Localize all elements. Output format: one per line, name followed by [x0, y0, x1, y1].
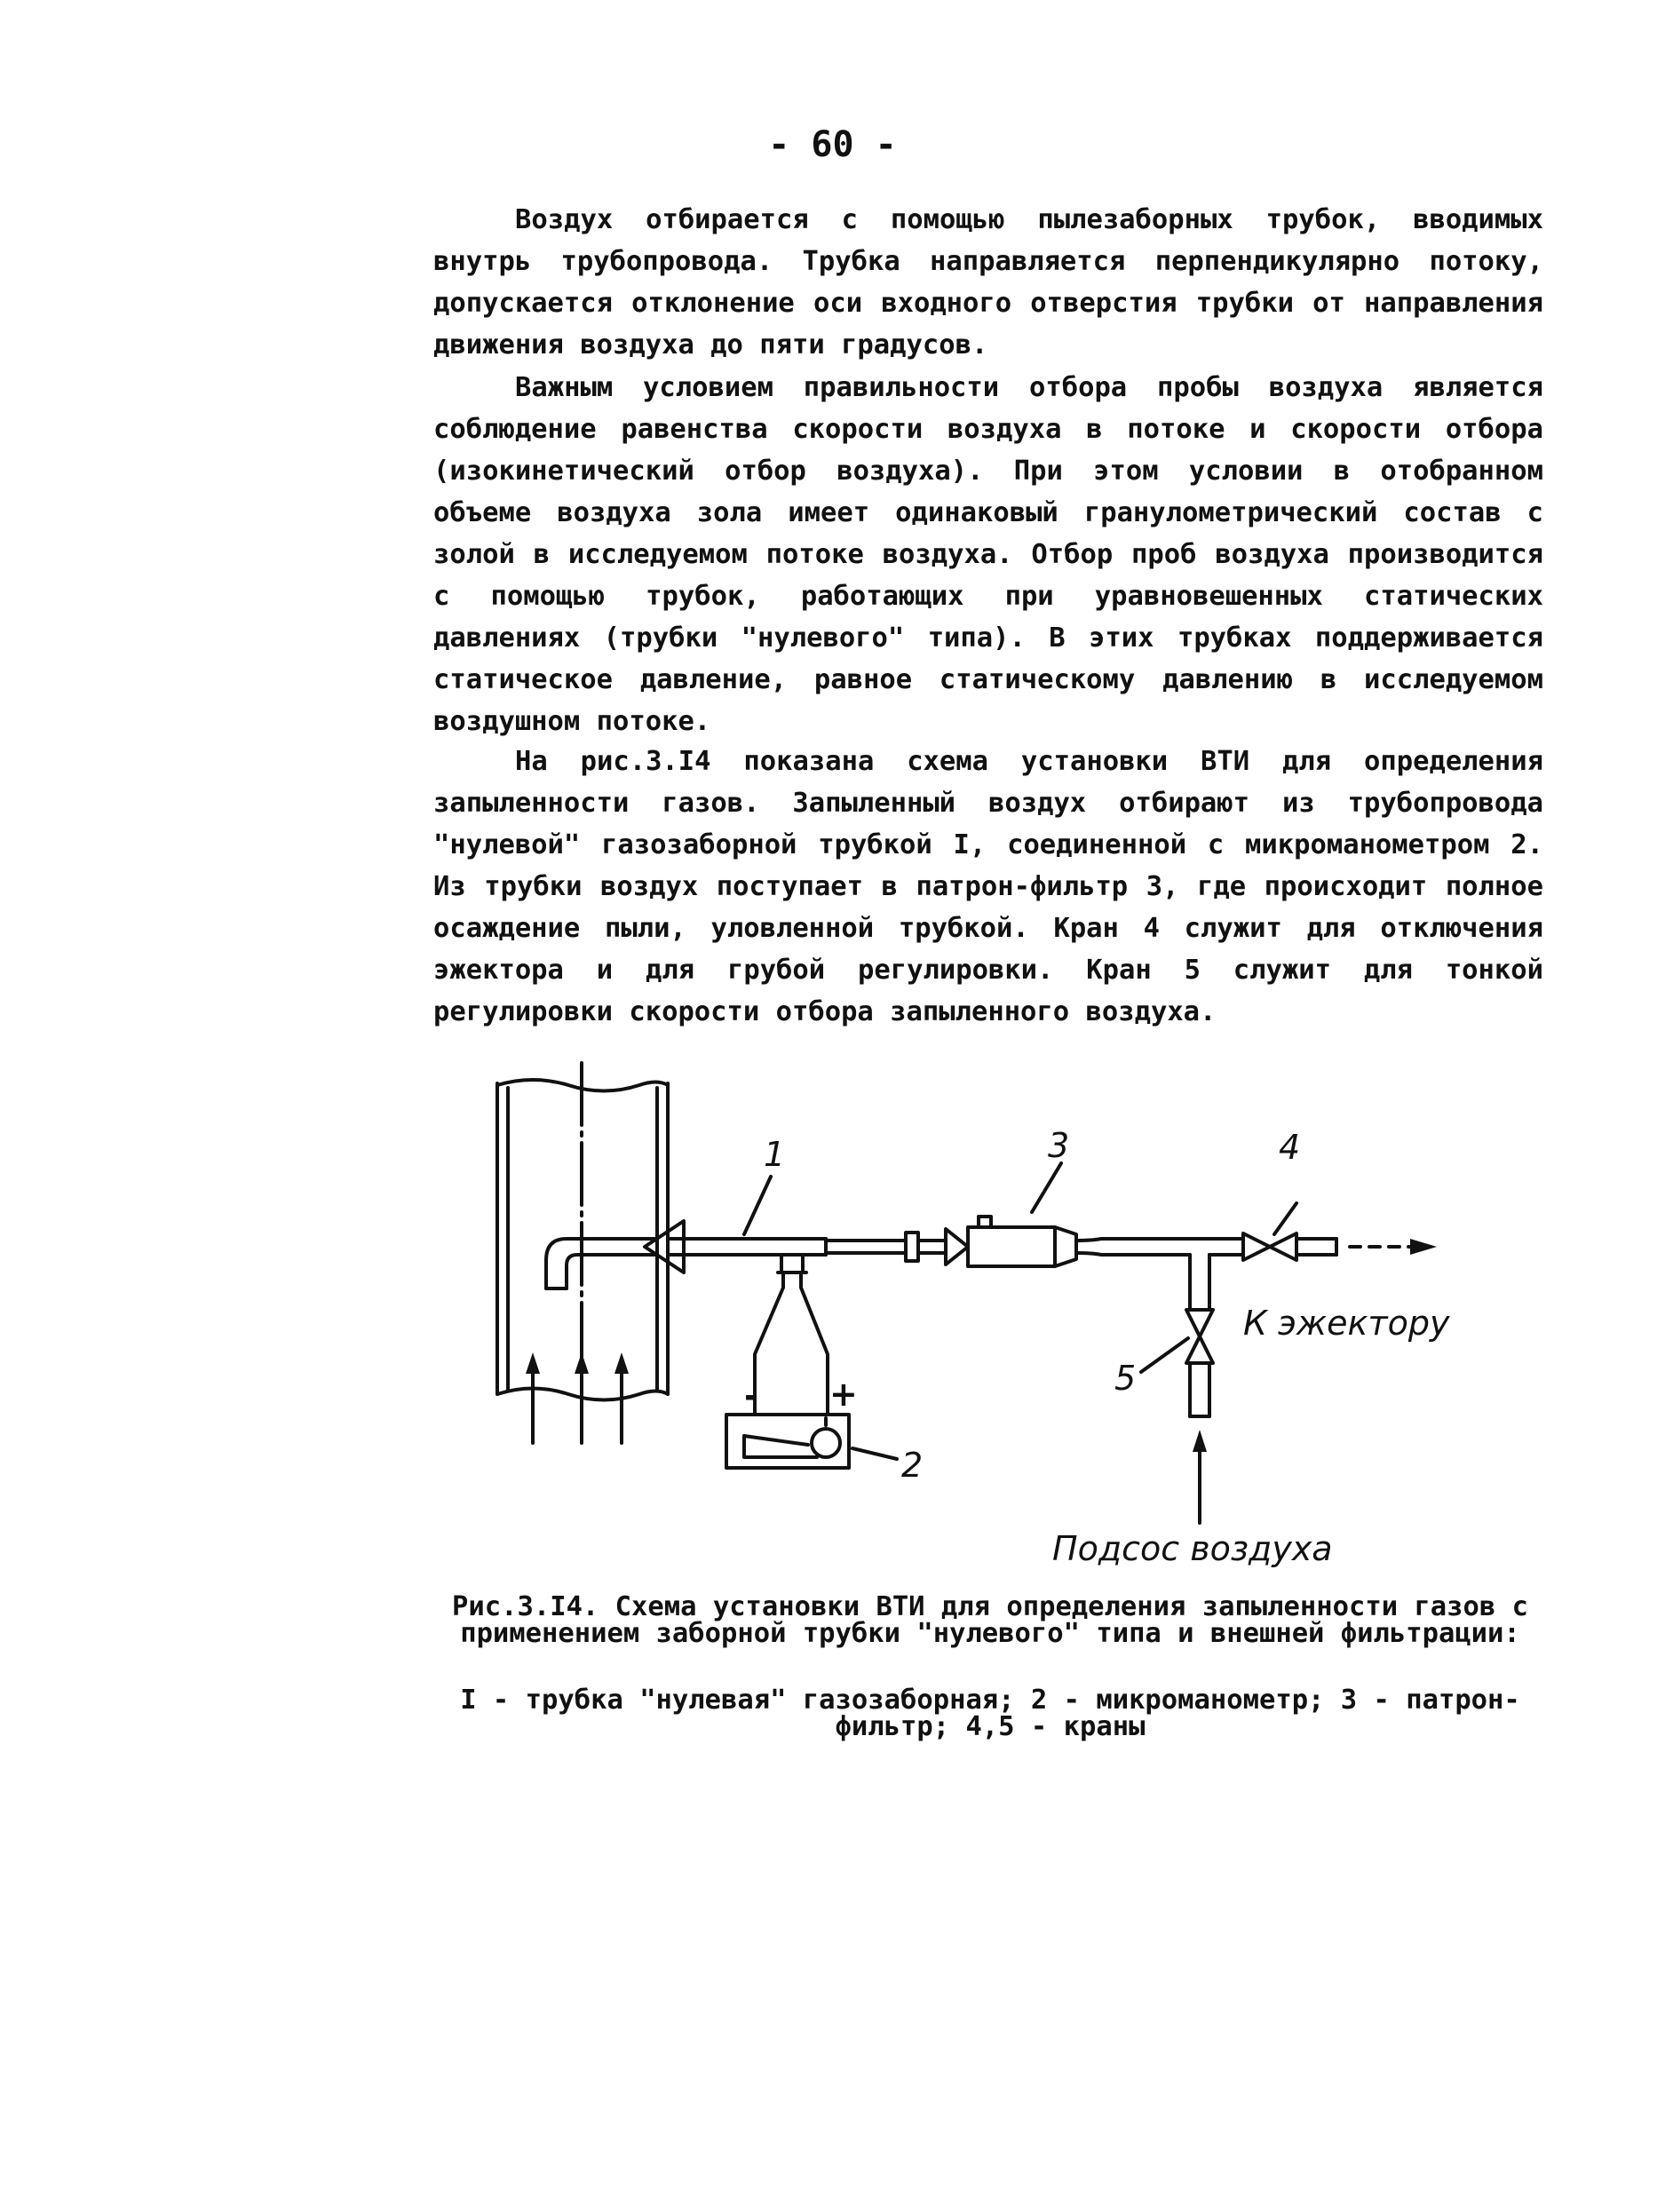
flow-arrows [533, 1372, 622, 1443]
paragraph-1-block [433, 199, 1543, 366]
label-5: 5 [1114, 1359, 1137, 1398]
tube-cone [645, 1221, 684, 1272]
manometer-tap [755, 1255, 828, 1415]
label-3: 3 [1048, 1126, 1070, 1165]
paragraph-2: Важным условием правильности отбора пробы воздуха является соблюдение равенства скорости воздуха в потоке и скорости отбора (изокинетический отбор воздуха). При этом условии в отобранном объеме воздуха зола имеет одинаковый гранулометрический состав с золой в исследуемом потоке воздуха. Отбор проб воздуха производится с помощью трубок, работающих при уравновешенных статических давлениях (трубки "нулевого" типа). В этих трубках поддерживается статическое давление, равное статическому давлению в исследуемом воздушном потоке. [433, 372, 1543, 737]
diagram-svg [462, 1052, 1474, 1567]
micromanometer [726, 1415, 897, 1468]
page-number: - 60 - [768, 124, 897, 165]
label-to-ejector: К эжектору [1243, 1304, 1450, 1343]
label-4: 4 [1279, 1128, 1301, 1167]
patron-filter [946, 1163, 1217, 1266]
figure-vti-setup-diagram [462, 1052, 1474, 1567]
valve-4-line [1209, 1203, 1412, 1260]
label-2: 2 [901, 1446, 924, 1485]
duct [497, 1063, 668, 1403]
figure-caption-title: Рис.3.I4. Схема установки ВТИ для определения запыленности газов с применением заборной трубки "нулевого" типа и внешней фильтрации: [452, 1591, 1528, 1649]
figure-caption-legend: I - трубка "нулевая" газозаборная; 2 - микроманометр; 3 - патрон-фильтр; 4,5 - краны [460, 1685, 1520, 1742]
paragraph-3: На рис.3.I4 показана схема установки ВТИ для определения запыленности газов. Запыленный воздух отбирают из трубопровода "нулевой" газозаборной трубкой I, соединенной с микроманометром 2. Из трубки воздух поступает в патрон-фильтр 3, где происходит полное осаждение пыли, уловленной трубкой. Кран 4 служит для отключения эжектора и для грубой регулировки. Кран 5 служит для тонкой регулировки скорости отбора запыленного воздуха. [433, 746, 1543, 1027]
label-air-suction: Подсос воздуха [1052, 1529, 1333, 1567]
label-minus: - [744, 1376, 758, 1415]
label-1: 1 [764, 1135, 786, 1174]
line-to-filter [826, 1233, 946, 1261]
paragraph-2-block [433, 367, 1543, 742]
paragraph-1: Воздух отбирается с помощью пылезаборных трубок, вводимых внутрь трубопровода. Трубка направляется перпендикулярно потоку, допускается отклонение оси входного отверстия трубки от направления движения воздуха до пяти градусов. [433, 204, 1543, 361]
paragraph-3-block [433, 741, 1543, 1033]
leader-1 [744, 1177, 771, 1234]
valve-5-branch [1141, 1255, 1213, 1523]
label-plus: + [829, 1375, 858, 1414]
